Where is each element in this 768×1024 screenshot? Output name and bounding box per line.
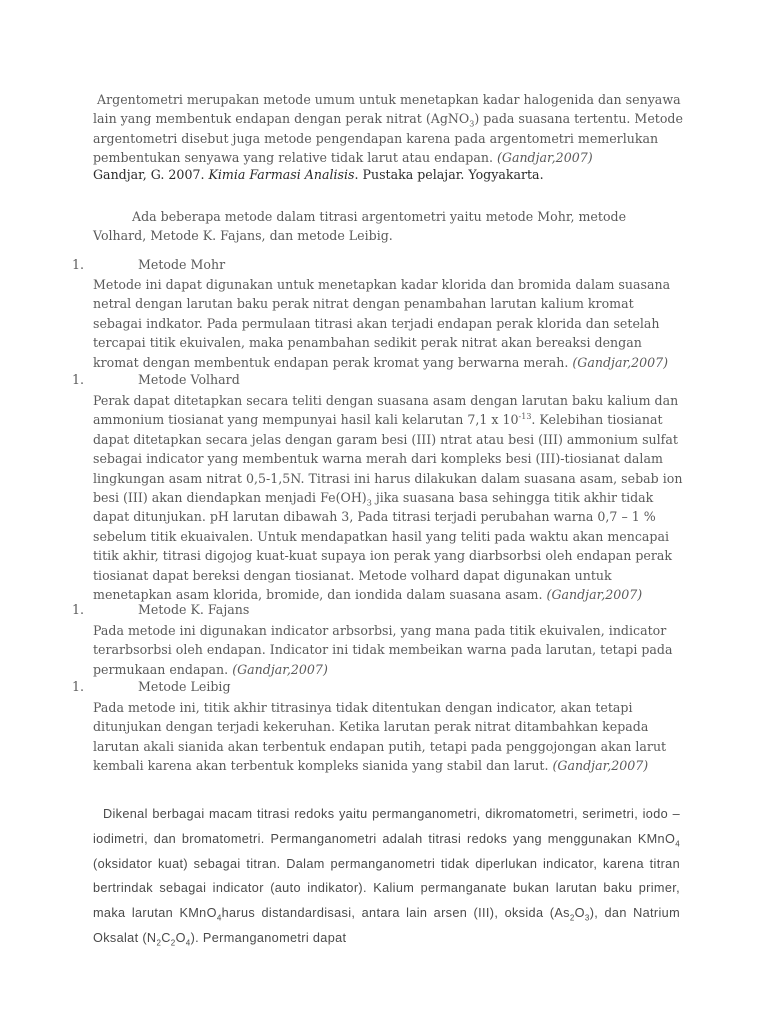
- fajans-citation: (Gandjar,2007): [232, 661, 328, 677]
- intro-subscript: 3: [469, 119, 475, 129]
- list-number: 1.: [72, 257, 85, 272]
- redox-text-4: O: [574, 906, 585, 921]
- methods-intro: Ada beberapa metode dalam titrasi argentometri yaitu metode Mohr, metode Volhard, Metode K. Fajans, dan metode Leibig.: [93, 209, 627, 244]
- volhard-text-1: Perak dapat ditetapkan secara teliti dengan suasana asam dengan larutan baku kalium dan ammonium tiosianat yang mempunyai hasil kali kelarutan 7,1 x 10: [93, 393, 679, 428]
- fajans-text: Pada metode ini digunakan indicator arbsorbsi, yang mana pada titik ekuivalen, indicator terarbsorbsi oleh endapan. Indicator ini tidak membeikan warna pada larutan, tetapi pada permukaan endapan.: [93, 623, 673, 677]
- heading-volhard: Metode Volhard: [138, 372, 240, 387]
- intro-citation: (Gandjar,2007): [496, 150, 593, 166]
- leibig-citation: (Gandjar,2007): [552, 758, 649, 774]
- leibig-text: Pada metode ini, titik akhir titrasinya tidak ditentukan dengan indicator, akan tetapi ditunjukan dengan terjadi kekeruhan. Ketika larutan perak nitrat ditambahkan kepada larutan akali sianida akan terbentuk endapan putih, tetapi pada penggojongan akan larut kembali karena akan terbentuk kompleks sianida yang stabil dan larut.: [93, 700, 667, 774]
- redox-sub-5: 2: [156, 938, 162, 948]
- list-number: 1.: [72, 602, 85, 617]
- intro-paragraph: [93, 90, 683, 168]
- heading-mohr: Metode Mohr: [138, 257, 226, 272]
- volhard-text-2: . Kelebihan tiosianat dapat ditetapkan secara jelas dengan garam besi (III) ntrat atau besi (III) ammonium sulfat sebagai indicator yang membentuk warna merah dari kompleks besi (III)-tiosianat dalam lingkungan asam nitrat 0,5-1,5N. Titrasi ini harus dilakukan dalam suasana asam, sebab ion besi (III) akan diendapkan menjadi Fe(OH): [93, 412, 683, 506]
- redox-sub-6: 2: [170, 938, 176, 948]
- reference-title: Kimia Farmasi Analisis: [208, 167, 355, 182]
- intro-text-2: ) pada suasana tertentu. Metode argentometri disebut juga metode pengendapan karena pada argentometri memerlukan pembentukan senyawa yang relative tidak larut atau endapan.: [93, 111, 683, 166]
- mohr-citation: (Gandjar,2007): [572, 354, 669, 370]
- redox-sub-2: 4: [216, 913, 222, 923]
- volhard-superscript: -13: [518, 412, 532, 422]
- mohr-text: Metode ini dapat digunakan untuk menetapkan kadar klorida dan bromida dalam suasana netral dengan larutan baku perak nitrat dengan penambahan larutan kalium kromat sebagai indkator. Pada permulaan titrasi akan terjadi endapan perak klorida dan setelah tercapai titik ekuivalen, maka penambahan sedikit perak nitrat akan bereaksi dengan kromat dengan membentuk endapan perak kromat yang berwarna merah.: [93, 277, 671, 370]
- leibig-body: [93, 698, 683, 776]
- redox-text-6: C: [161, 930, 171, 945]
- volhard-text-3: jika suasana basa sehingga titik akhir tidak dapat ditunjukan. pH larutan dibawah 3, Pada titrasi terjadi perubahan warna 0,7 – 1 % sebelum titik ekuaivalen. Untuk mendapatkan hasil yang teliti pada waktu akan mencapai titik akhir, titrasi digojog kuat-kuat supaya ion perak yang diarbsorbsi oleh endapan perak tiosianat dapat bereksi dengan tiosianat. Metode volhard dapat digunakan untuk menetapkan asam klorida, bromide, dan iondida dalam suasana asam.: [93, 490, 673, 603]
- volhard-subscript: 3: [366, 498, 372, 508]
- redox-sub-4: 3: [584, 913, 590, 923]
- redox-text-1: Dikenal berbagai macam titrasi redoks yaitu permanganometri, dikromatometri, serimetri, iodo – iodimetri, dan bromatometri. Permanganometri adalah titrasi redoks yang menggunakan KMnO: [93, 807, 680, 846]
- redox-text-8: ). Permanganometri dapat: [190, 930, 347, 945]
- redox-paragraph: [93, 802, 680, 951]
- redox-sub-7: 4: [185, 938, 191, 948]
- mohr-body: [93, 275, 683, 372]
- redox-sub-3: 2: [569, 913, 575, 923]
- redox-text-3: harus distandardisasi, antara lain arsen (III), oksida (As: [221, 906, 570, 921]
- volhard-citation: (Gandjar,2007): [546, 587, 643, 603]
- intro-text: Argentometri merupakan metode umum untuk menetapkan kadar halogenida dan senyawa lain yang membentuk endapan dengan perak nitrat (AgNO: [93, 92, 681, 127]
- redox-text-7: O: [175, 930, 186, 945]
- heading-fajans: Metode K. Fajans: [138, 602, 250, 617]
- list-number: 1.: [72, 679, 85, 694]
- volhard-body: [93, 391, 683, 604]
- reference-author: Gandjar, G. 2007.: [93, 167, 205, 182]
- heading-leibig: Metode Leibig: [138, 679, 231, 694]
- redox-text-2: (oksidator kuat) sebagai titran. Dalam permanganometri tidak diperlukan indicator, karena titran bertrindak sebagai indicator (auto indikator). Kalium permanganate bukan larutan baku primer, maka larutan KMnO: [93, 856, 680, 921]
- reference-line: [93, 165, 544, 184]
- reference-publisher: . Pustaka pelajar. Yogyakarta.: [354, 167, 544, 182]
- list-number: 1.: [72, 372, 85, 387]
- redox-sub-1: 4: [675, 839, 680, 849]
- redox-text-5: ), dan Natrium Oksalat (N: [93, 906, 681, 945]
- fajans-body: [93, 621, 683, 679]
